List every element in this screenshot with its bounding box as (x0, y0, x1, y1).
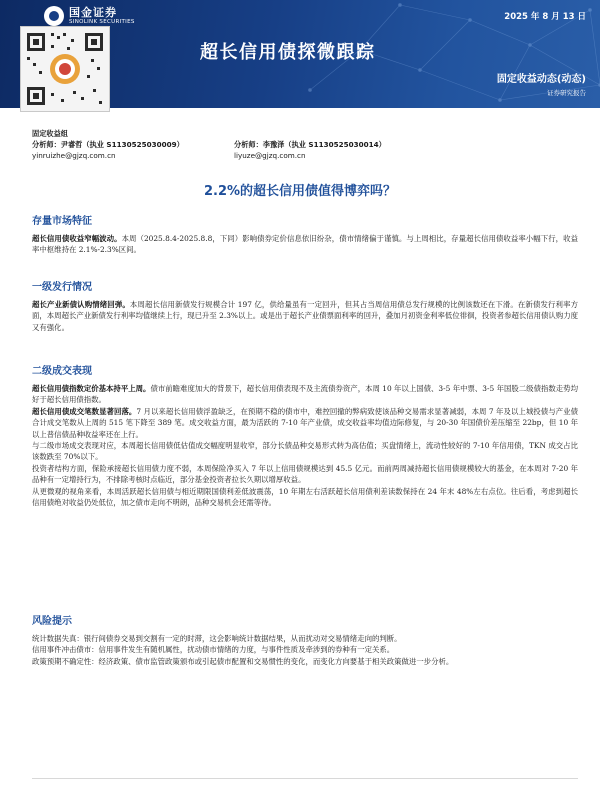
research-group: 固定收益组 (32, 129, 68, 138)
paragraph (32, 299, 578, 333)
report-type-label: 证券研究报告 (547, 89, 586, 97)
paragraph-text: 政策预期不确定性：经济政策、债市监管政策颁布或引起债市配置和交易惯性的变化，而变化方向要基于相关政策做进一步分析。 (32, 656, 454, 666)
paragraph (32, 463, 578, 486)
section-heading: 存量市场特征 (32, 216, 92, 227)
paragraph (32, 440, 578, 463)
logo-icon (44, 6, 64, 26)
section-stock-market (32, 212, 578, 256)
section-heading: 二级成交表现 (32, 366, 92, 377)
analyst-1 (32, 139, 234, 150)
page-divider (32, 778, 578, 779)
paragraph-text: 与二级市场成交表现对应，本周超长信用债低估值成交幅度明显收窄，部分长债品种交易形式转为高估值；买盘情绪上，流动性较好的 7-10 年信用债，TKN 成交占比该数跌至 70%以下。 (32, 441, 578, 462)
paragraph-lead: 超长信用债指数定价基本持平上周。 (32, 384, 151, 393)
paragraph-text: 投资者结构方面，保险承接超长信用债力度不弱，本周保险净买入 7 年以上信用债规模达到 45.5 亿元。而前两周减持超长信用债规模较大的基金，在本周对 7-20 年品种有一定增持行为，不排除考核时点临近，部分基金投资者拉长久期以增厚收益。 (32, 463, 578, 485)
analyst-2-cert: （执业 S1130525030014） (284, 140, 386, 149)
section-heading: 风险提示 (32, 616, 72, 627)
paragraph-text: 信用事件冲击债市：信用事件发生有随机属性，扰动债市情绪的力度，与事件性质及牵涉到的券种有一定关系。 (32, 645, 395, 655)
paragraph-text: 统计数据失真：银行间债券交易到交割有一定的时滞，这会影响统计数据结果，从而扰动对交易情绪走向的判断。 (32, 634, 402, 643)
analyst-2-name: 李豫泽 (262, 140, 285, 149)
section-secondary-trading (32, 362, 578, 508)
logo-chinese-name: 国金证券 (69, 5, 117, 19)
section-heading: 一级发行情况 (32, 282, 92, 293)
paragraph (32, 656, 578, 667)
report-date: 2025 年 8 月 13 日 (504, 12, 586, 22)
paragraph (32, 644, 578, 655)
paragraph (32, 406, 578, 440)
company-logo (44, 6, 135, 26)
analyst-2-label: 分析师： (234, 140, 263, 149)
section-primary-issuance (32, 278, 578, 333)
report-category: 固定收益动态(动态) (496, 74, 586, 85)
paragraph-text: 本周（2025.8.4-2025.8.8，下同）影响债券定价信息依旧纷杂，债市情绪偏于谨慎。与上周相比，存量超长信用债收益率小幅下行，收益率中枢维持在 2.1%-2.3%区间。 (32, 234, 578, 255)
analyst-1-cert: （执业 S1130525030009） (82, 140, 184, 149)
section-risk-warning (32, 612, 578, 667)
analyst-2 (234, 139, 386, 150)
analyst-1-name: 尹睿哲 (60, 140, 83, 149)
paragraph-lead: 超长信用债收益窄幅波动。 (32, 234, 122, 243)
paragraph-lead: 超长产业新债认购情绪回弹。 (32, 300, 130, 309)
paragraph-lead: 超长信用债成交笔数显著回落。 (32, 406, 137, 416)
paragraph-text: 7 月以来超长信用债浮盈缺乏，在预期不稳的债市中，难控回撤的弊病致使该品种交易需求显著减弱，本周 7 年及以上城投债与产业债合计成交笔数从上周的 515 笔下降至 389 笔。成交收益方面，最为活跃的 7-10 年产业债，成交收益率均值边际修复，与 20-30 年国债价差压缩至 22bp，但 10 年以上普信债品种收益率还在上行。 (32, 406, 578, 439)
paragraph (32, 383, 578, 406)
report-headline: 2.2%的超长信用债值得博弈吗？ (203, 184, 397, 199)
analyst-info (32, 128, 386, 161)
paragraph (32, 633, 578, 644)
logo-english-name: SINOLINK SECURITIES (69, 18, 135, 25)
paragraph (32, 486, 578, 509)
paragraph (32, 233, 578, 256)
qr-code-icon (20, 26, 110, 112)
paragraph-text: 债市前瞻难度加大的背景下，超长信用债表现不及主流债券资产，本周 10 年以上国债、3-5 年中票、3-5 年国股二级债指数走势均好于超长信用债指数。 (32, 384, 578, 405)
analyst-1-email[interactable]: yinruizhe@gjzq.com.cn (32, 151, 116, 160)
report-series-title: 超长信用债探微跟踪 (200, 42, 376, 63)
paragraph-text: 从更微观的视角来看，本周活跃超长信用债与相近期限国债利差低波震荡，10 年期左右活跃超长信用债利差读数保持在 24 年末 48%左右点位。往后看，考虑到超长信用债绝对收益仍处低位，加之债市走向不明朗，品种交易机会还需等待。 (32, 486, 578, 508)
analyst-2-email[interactable]: liyuze@gjzq.com.cn (234, 151, 306, 160)
analyst-1-label: 分析师： (32, 140, 61, 149)
paragraph-text: 本周超长信用新债发行规模合计 197 亿，供给量虽有一定回升，但其占当周信用债总发行规模的比例该数还在下滑。在新债发行利率方面，本周超长产业新债发行利率均值继续上行，现已升至 2.3%以上。或是出于超长产业债票面利率的回升，叠加月初资金利率低位徘徊，投资者参超长信用债认购力度又有强化。 (32, 300, 578, 332)
